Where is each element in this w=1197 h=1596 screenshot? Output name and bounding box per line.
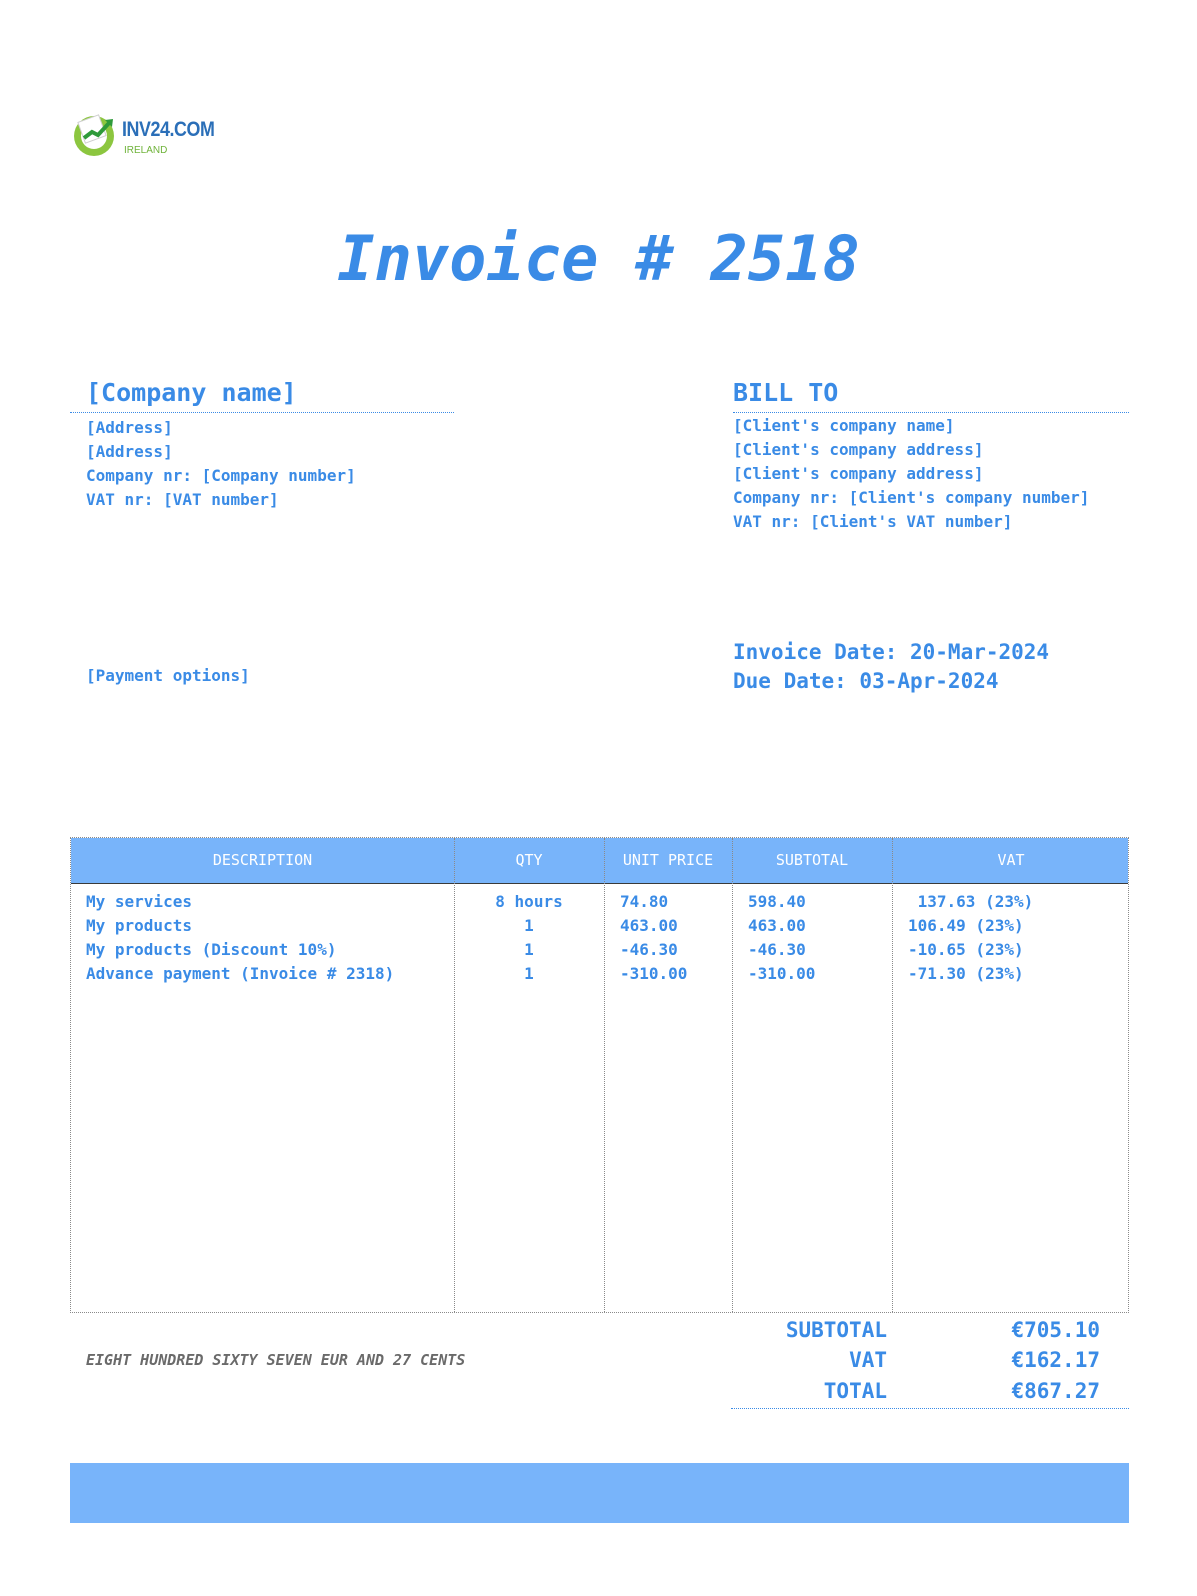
seller-details	[86, 416, 356, 512]
row-description: My products	[86, 916, 192, 935]
header-unit-price: UNIT PRICE	[622, 851, 714, 869]
seller-address-line: [Address]	[86, 442, 173, 461]
row-vat: -10.65 (23%)	[908, 940, 1024, 959]
logo-check-icon	[72, 112, 118, 158]
row-subtotal: 598.40	[748, 892, 806, 911]
header-description: DESCRIPTION	[212, 851, 313, 869]
row-qty: 1	[524, 916, 534, 935]
row-qty: 1	[524, 964, 534, 983]
seller-address-line: [Address]	[86, 418, 173, 437]
row-vat: 137.63 (23%)	[908, 892, 1034, 911]
seller-company-name: [Company name]	[86, 378, 297, 407]
row-unit-price: -46.30	[620, 940, 678, 959]
row-unit-price: 74.80	[620, 892, 669, 911]
row-description: My products (Discount 10%)	[86, 940, 337, 959]
bill-to-heading: BILL TO	[733, 378, 839, 407]
invoice-date: Invoice Date: 20-Mar-2024	[733, 640, 1050, 664]
header-qty: QTY	[515, 851, 543, 869]
row-unit-price: 463.00	[620, 916, 678, 935]
seller-vat-number: VAT nr: [VAT number]	[86, 490, 279, 509]
column-divider	[732, 838, 733, 1312]
subtotal-value: €705.10	[1011, 1318, 1100, 1342]
footer-bar	[70, 1463, 1129, 1523]
client-address-line: [Client's company address]	[733, 464, 984, 483]
row-description: My services	[86, 892, 192, 911]
row-subtotal: -46.30	[748, 940, 806, 959]
items-table	[70, 837, 1129, 1313]
row-vat: 106.49 (23%)	[908, 916, 1024, 935]
row-subtotal: 463.00	[748, 916, 806, 935]
total-label: TOTAL	[823, 1379, 887, 1403]
table-header	[71, 838, 1128, 884]
amount-in-words: EIGHT HUNDRED SIXTY SEVEN EUR AND 27 CENTS	[86, 1351, 466, 1369]
vat-label: VAT	[849, 1348, 887, 1372]
header-vat: VAT	[997, 851, 1025, 869]
subtotal-label: SUBTOTAL	[785, 1318, 887, 1342]
logo-subtext: IRELAND	[124, 145, 168, 156]
client-vat-number: VAT nr: [Client's VAT number]	[733, 512, 1013, 531]
column-divider	[892, 838, 893, 1312]
logo	[72, 112, 232, 162]
vat-value: €162.17	[1011, 1348, 1100, 1372]
bill-to-details	[733, 414, 1089, 534]
due-date: Due Date: 03-Apr-2024	[733, 669, 999, 693]
client-address-line: [Client's company address]	[733, 440, 984, 459]
invoice-title: Invoice # 2518	[337, 222, 860, 295]
row-unit-price: -310.00	[620, 964, 688, 983]
seller-company-number: Company nr: [Company number]	[86, 466, 356, 485]
logo-text: INV24.COM	[122, 118, 215, 141]
totals-divider	[731, 1408, 1129, 1409]
header-subtotal: SUBTOTAL	[775, 851, 849, 869]
payment-options: [Payment options]	[86, 666, 250, 685]
row-description: Advance payment (Invoice # 2318)	[86, 964, 395, 983]
total-value: €867.27	[1011, 1379, 1100, 1403]
row-subtotal: -310.00	[748, 964, 816, 983]
column-divider	[604, 838, 605, 1312]
client-company-number: Company nr: [Client's company number]	[733, 488, 1090, 507]
seller-divider	[70, 412, 454, 413]
row-vat: -71.30 (23%)	[908, 964, 1024, 983]
invoice-dates	[733, 638, 1049, 696]
row-qty: 8 hours	[495, 892, 563, 911]
client-company-name: [Client's company name]	[733, 416, 955, 435]
row-qty: 1	[524, 940, 534, 959]
bill-to-divider	[733, 412, 1129, 413]
